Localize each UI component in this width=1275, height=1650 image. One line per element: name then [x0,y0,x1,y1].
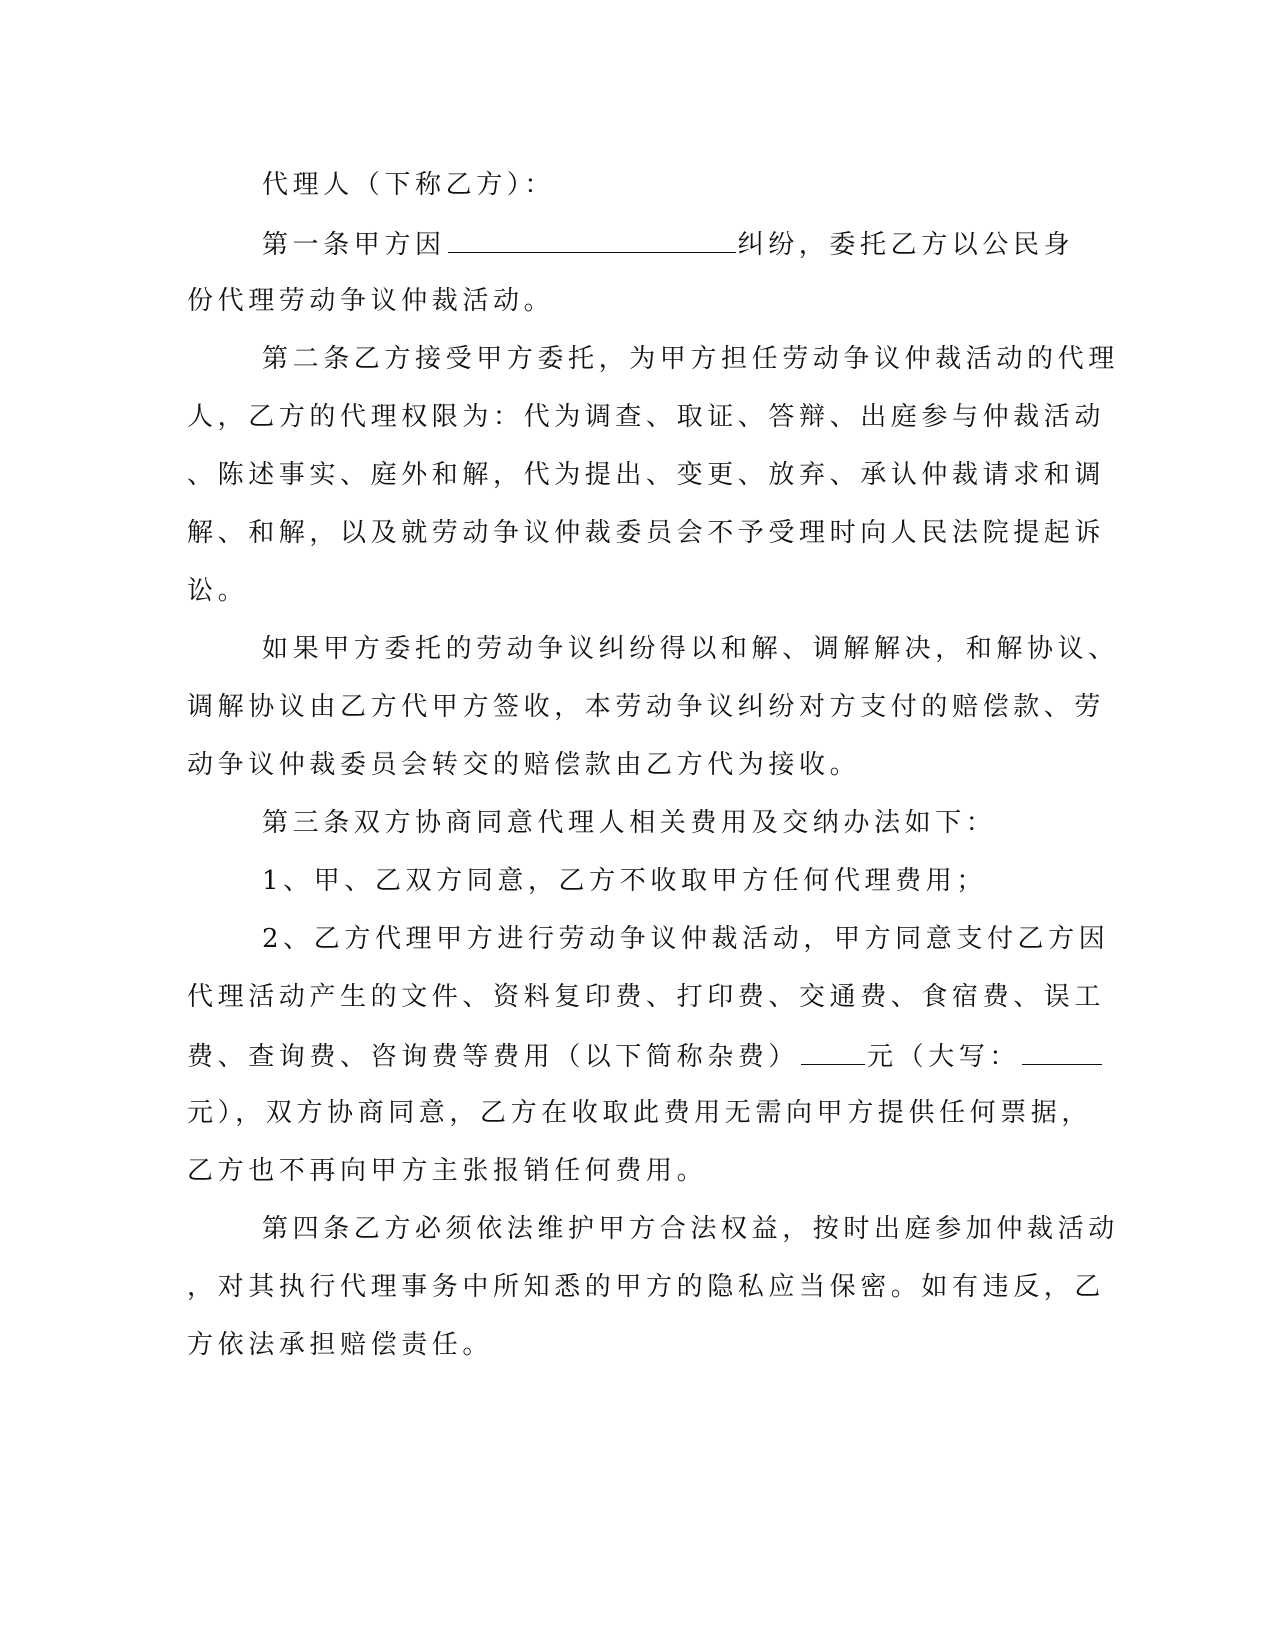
fee-item-2-line-4 [187,1096,1092,1130]
agent-party-line [262,168,555,202]
article-1-line-2 [187,284,554,318]
settlement-line-3 [187,748,860,782]
dispute-blank-field[interactable] [448,226,736,253]
article-2-text-3: 、陈述事实、庭外和解，代为提出、变更、放弃、承认仲裁请求和调 [187,460,1106,490]
article-3-text: 第三条双方协商同意代理人相关费用及交纳办法如下： [262,808,997,838]
fee-item-2-text-4: 元（大写： [867,1042,1021,1072]
article-4-text-3: 方依法承担赔偿责任。 [187,1330,494,1360]
article-2-text-5: 讼。 [187,576,249,606]
article-2-line-1 [262,342,1119,376]
fee-item-1-line [262,864,987,898]
agent-party-text: 代理人（下称乙方）： [262,170,556,200]
fee-item-2-line-3 [187,1038,1104,1072]
article-2-text-4: 解、和解，以及就劳动争议仲裁委员会不予受理时向人民法院提起诉 [187,518,1106,548]
settlement-line-2 [187,690,1105,724]
article-1-line-1 [262,226,1074,260]
article-2-text-2: 人，乙方的代理权限为：代为调查、取证、答辩、出庭参与仲裁活动 [187,402,1106,432]
article-2-line-5 [187,574,248,608]
article-1-suffix: 纠纷，委托乙方以公民身 [737,230,1075,260]
fee-amount-blank-field[interactable] [801,1038,865,1065]
fee-item-2-line-5 [187,1154,707,1188]
fee-item-2-text-3: 费、查询费、咨询费等费用（以下简称杂费） [187,1042,800,1072]
article-4-line-3 [187,1328,493,1362]
fee-item-2-text-1: 2、乙方代理甲方进行劳动争议仲裁活动，甲方同意支付乙方因 [262,924,1110,954]
article-2-line-4 [187,516,1105,550]
article-2-line-3 [187,458,1105,492]
article-3-line [262,806,996,840]
article-4-line-2 [187,1270,1105,1304]
fee-amount-words-blank-field[interactable] [1022,1038,1102,1065]
fee-item-2-text-5: 元），双方协商同意，乙方在收取此费用无需向甲方提供任何票据， [187,1098,1093,1128]
fee-item-1-text: 1、甲、乙双方同意，乙方不收取甲方任何代理费用； [262,866,987,896]
article-1-prefix: 第一条甲方因 [262,230,446,260]
fee-item-2-line-1 [262,922,1109,956]
fee-item-2-line-2 [187,980,1105,1014]
article-2-text-1: 第二条乙方接受甲方委托，为甲方担任劳动争议仲裁活动的代理 [262,344,1119,374]
settlement-text-1: 如果甲方委托的劳动争议纠纷得以和解、调解解决，和解协议、 [262,634,1119,664]
settlement-text-2: 调解协议由乙方代甲方签收，本劳动争议纠纷对方支付的赔偿款、劳 [187,692,1106,722]
settlement-line-1 [262,632,1119,666]
article-4-line-1 [262,1212,1119,1246]
article-4-text-1: 第四条乙方必须依法维护甲方合法权益，按时出庭参加仲裁活动 [262,1214,1119,1244]
fee-item-2-text-2: 代理活动产生的文件、资料复印费、打印费、交通费、食宿费、误工 [187,982,1106,1012]
article-1-text: 份代理劳动争议仲裁活动。 [187,286,555,316]
article-2-line-2 [187,400,1105,434]
fee-item-2-text-6: 乙方也不再向甲方主张报销任何费用。 [187,1156,708,1186]
article-4-text-2: ，对其执行代理事务中所知悉的甲方的隐私应当保密。如有违反，乙 [187,1272,1106,1302]
settlement-text-3: 动争议仲裁委员会转交的赔偿款由乙方代为接收。 [187,750,861,780]
